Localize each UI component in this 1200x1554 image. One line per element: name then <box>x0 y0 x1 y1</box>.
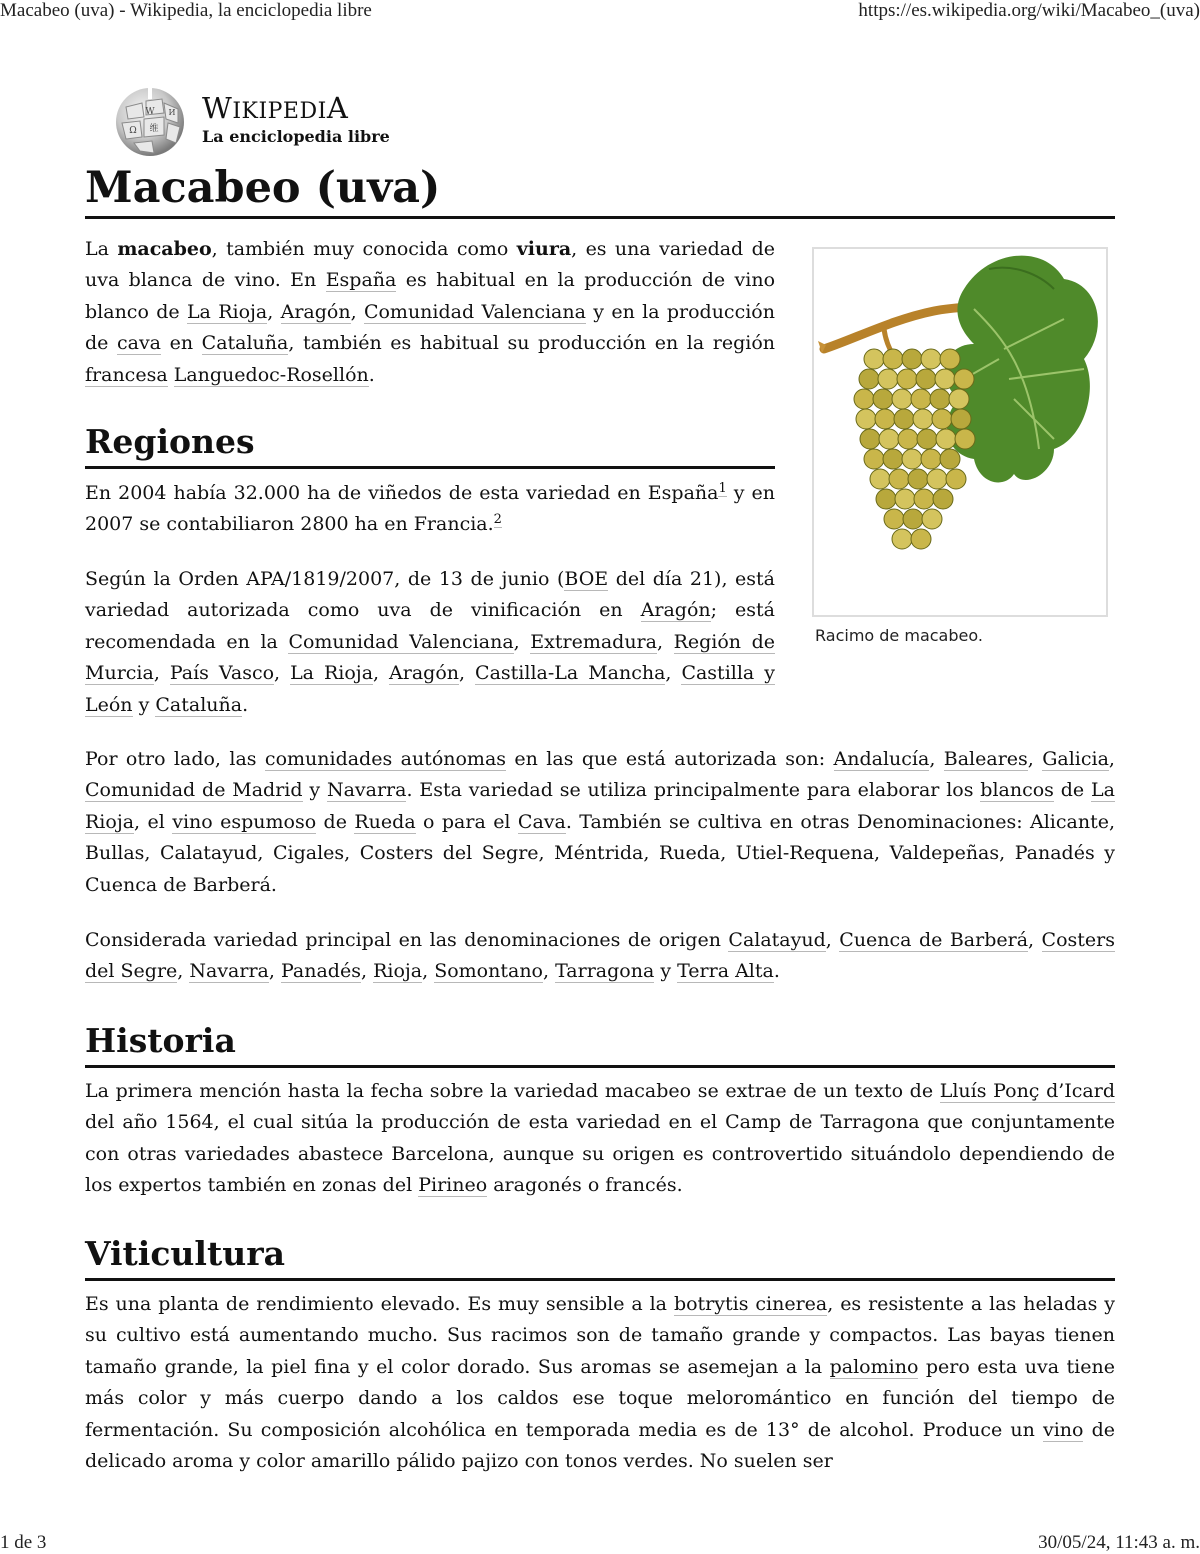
grape-berry <box>940 349 960 369</box>
grape-berry <box>933 489 953 509</box>
wikipedia-wordmark <box>202 91 348 125</box>
link-vino-espumoso[interactable]: vino espumoso <box>172 810 317 833</box>
grape-berry <box>955 429 975 449</box>
link-castilla-y-leon[interactable]: Castilla y León <box>85 662 775 716</box>
grape-berry <box>854 389 874 409</box>
link-comunidades-autonomas[interactable]: comunidades autónomas <box>264 748 507 770</box>
grape-berry <box>921 349 941 369</box>
regiones-paragraph-1: En 2004 había 32.000 ha de viñedos de esta variedad en España$^1$ y en 2007 se contabiliaron 2800 ha en Francia.$^2$ <box>85 480 776 536</box>
intro-paragraph: La macabeo, también muy conocida como viura, es una variedad de uva blanca de vino. En España es habitual en la producción de vino blanco de La Rioja, Aragón, Comunidad Valenciana y en la producción de cava en Cataluña, también es habitual su producción en la región francesa Languedoc-Rosellón. <box>85 238 776 386</box>
grape-berry <box>856 409 876 429</box>
link-extremadura[interactable]: Extremadura <box>530 630 657 653</box>
section-heading-regiones: Regiones <box>85 422 775 469</box>
grape-berry <box>903 509 923 529</box>
grape-berry <box>860 429 880 449</box>
regiones-paragraph-2: Según la Orden APA/1819/2007, de 13 de junio (BOE del día 21), está variedad autorizada como uva de vinificación en Aragón; está recomendada en la Comunidad Valenciana, Extremadura, Región de Murcia, País Vasco, La Rioja, Aragón, Castilla-La Mancha, Castilla y León y Cataluña. <box>85 568 776 716</box>
grape-berry <box>864 449 884 469</box>
wordmark-final: A <box>326 91 349 125</box>
figure-caption: Racimo de macabeo. <box>815 626 983 645</box>
grape-berry <box>911 389 931 409</box>
link-rioja[interactable]: Rioja <box>373 960 423 983</box>
svg-text:维: 维 <box>149 124 159 134</box>
link-palomino[interactable]: palomino <box>829 1355 919 1378</box>
svg-text:И: И <box>168 108 176 117</box>
grape-berry <box>917 429 937 449</box>
grape-image[interactable] <box>812 247 1108 617</box>
link-la-rioja[interactable]: La Rioja <box>290 662 374 685</box>
grape-berry <box>951 409 971 429</box>
grape-cluster-illustration <box>814 249 1106 615</box>
link-la-rioja[interactable]: La Rioja <box>186 300 268 323</box>
viticultura-paragraph: Es una planta de rendimiento elevado. Es muy sensible a la botrytis cinerea, es resistente a las heladas y su cultivo está aumentando mucho. Sus racimos son de tamaño grande y compactos. Las bayas tienen tamaño grande, la piel fina y el color dorado. Sus aromas se asemejan a la palomino pero esta uva tiene más color y más cuerpo dando a los caldos ese toque meloromántico en función del tiempo de fermentación. Su composición alcohólica en temporada media es de 13° de alcohol. Produce un vino de delicado aroma y color amarillo pálido pajizo con tonos verdes. No suelen ser <box>85 1293 1116 1473</box>
grape-berry <box>884 509 904 529</box>
link-blancos[interactable]: blancos <box>980 779 1054 802</box>
svg-text:Ω: Ω <box>129 126 137 136</box>
grape-berry <box>908 469 928 489</box>
link-pirineo[interactable]: Pirineo <box>418 1174 488 1197</box>
link-galicia[interactable]: Galicia <box>1042 748 1109 770</box>
grape-berry <box>870 469 890 489</box>
page-indicator: 1 de 3 <box>0 1532 47 1553</box>
section-heading-historia: Historia <box>85 1021 1115 1068</box>
wordmark-middle: IKIPEDI <box>232 99 327 124</box>
link-francesa[interactable]: francesa <box>85 363 168 386</box>
grape-berry <box>864 349 884 369</box>
grape-berry <box>898 429 918 449</box>
link-cava[interactable]: Cava <box>517 810 566 833</box>
grape-berry <box>883 449 903 469</box>
link-terra-alta[interactable]: Terra Alta <box>677 960 774 983</box>
print-header-title: Macabeo (uva) - Wikipedia, la enciclopedia libre <box>0 0 372 21</box>
reference-2[interactable]: 2 <box>493 512 502 528</box>
link-cava[interactable]: cava <box>116 332 162 355</box>
wordmark-initial: W <box>202 91 233 125</box>
link-somontano[interactable]: Somontano <box>434 960 543 983</box>
svg-text:W: W <box>145 107 155 117</box>
grape-berry <box>932 409 952 429</box>
link-navarra[interactable]: Navarra <box>326 779 407 802</box>
grape-berry <box>894 409 914 429</box>
grape-berry <box>940 449 960 469</box>
regiones-paragraph-4: Considerada variedad principal en las denominaciones de origen Calatayud, Cuenca de Barberá, Costers del Segre, Navarra, Panadés, Rioja, Somontano, Tarragona y Terra Alta. <box>85 929 1115 983</box>
grape-berry <box>879 429 899 449</box>
wikipedia-tagline: La enciclopedia libre <box>202 127 390 146</box>
link-calatayud[interactable]: Calatayud <box>728 929 826 951</box>
link-panades[interactable]: Panadés <box>280 960 361 983</box>
link-cataluna[interactable]: Cataluña <box>201 332 289 355</box>
link-castilla-la-mancha[interactable]: Castilla-La Mancha <box>475 662 666 685</box>
link-vino[interactable]: vino <box>1042 1418 1084 1441</box>
grape-berry <box>875 409 895 429</box>
grape-berry <box>913 409 933 429</box>
link-lluis-ponc-dicard[interactable]: Lluís Ponç d’Icard <box>939 1080 1115 1102</box>
grape-berry <box>911 529 931 549</box>
grape-berry <box>914 489 934 509</box>
link-tarragona[interactable]: Tarragona <box>555 960 655 983</box>
link-botrytis-cinerea[interactable]: botrytis cinerea <box>673 1293 828 1315</box>
link-cuenca-de-barbera[interactable]: Cuenca de Barberá <box>839 929 1029 951</box>
grape-berry <box>902 449 922 469</box>
grape-berry <box>927 469 947 489</box>
link-costers-del-segre[interactable]: Costers del Segre <box>85 929 1115 983</box>
link-comunidad-de-madrid[interactable]: Comunidad de Madrid <box>85 779 303 802</box>
grape-berry <box>876 489 896 509</box>
grape-berry <box>935 369 955 389</box>
link-aragon[interactable]: Aragón <box>389 662 460 685</box>
grape-berry <box>949 389 969 409</box>
grape-berry <box>895 489 915 509</box>
link-region-de-murcia[interactable]: Región de Murcia <box>85 630 775 685</box>
link-rueda[interactable]: Rueda <box>354 810 416 833</box>
link-espana[interactable]: España <box>325 269 397 292</box>
link-pais-vasco[interactable]: País Vasco <box>169 662 275 685</box>
wikipedia-logo[interactable] <box>112 85 402 155</box>
grape-berry <box>936 429 956 449</box>
regiones-paragraph-3: Por otro lado, las comunidades autónomas en las que está autorizada son: Andalucía, Baleares, Galicia, Comunidad de Madrid y Navarra. Esta variedad se utiliza principalmente para elaborar los blancos de La Rioja, el vino espumoso de Rueda o para el Cava. También se cultiva en otras Denominaciones: Alicante, Bullas, Calatayud, Cigales, Costers del Segre, Méntrida, Rueda, Utiel-Requena, Valdepeñas, Panadés y Cuenca de Barberá. <box>85 748 1115 896</box>
grape-berry <box>878 369 898 389</box>
grape-berry <box>921 449 941 469</box>
grape-berry <box>902 349 922 369</box>
grape-berry <box>922 509 942 529</box>
grape-berry <box>897 369 917 389</box>
grape-berry <box>892 389 912 409</box>
section-heading-viticultura: Viticultura <box>85 1234 1115 1281</box>
print-timestamp: 30/05/24, 11:43 a. m. <box>1038 1532 1200 1553</box>
grape-berry <box>873 389 893 409</box>
link-navarra[interactable]: Navarra <box>189 960 269 983</box>
historia-paragraph: La primera mención hasta la fecha sobre la variedad macabeo se extrae de un texto de Lluís Ponç d’Icard del año 1564, el cual sitúa la producción de esta variedad en el Camp de Tarragona que conjuntamente con otras variedades abastece Barcelona, aunque su origen es controvertido situándolo dependiendo de los expertos también en zonas del Pirineo aragonés o francés. <box>85 1080 1115 1197</box>
link-comunidad-valenciana[interactable]: Comunidad Valenciana <box>363 300 586 323</box>
grape-berry <box>916 369 936 389</box>
reference-1[interactable]: 1 <box>718 480 727 496</box>
link-baleares[interactable]: Baleares <box>943 748 1028 770</box>
grape-berry <box>930 389 950 409</box>
grape-berry <box>883 349 903 369</box>
grape-berry <box>954 369 974 389</box>
grape-berry <box>859 369 879 389</box>
grape-berry <box>889 469 909 489</box>
link-la-rioja[interactable]: La Rioja <box>85 779 1115 833</box>
link-boe[interactable]: BOE <box>564 568 609 590</box>
link-languedoc-rosellon[interactable]: Languedoc-Rosellón <box>173 363 369 386</box>
page-title: Macabeo (uva) <box>85 160 1115 219</box>
link-aragon[interactable]: Aragón <box>280 300 351 323</box>
link-aragon[interactable]: Aragón <box>640 599 711 622</box>
wikipedia-globe-icon <box>112 85 188 157</box>
link-cataluna[interactable]: Cataluña <box>155 693 243 716</box>
grape-berry <box>892 529 912 549</box>
print-header-url: https://es.wikipedia.org/wiki/Macabeo_(uva) <box>858 0 1200 21</box>
grape-berry <box>946 469 966 489</box>
link-comunidad-valenciana[interactable]: Comunidad Valenciana <box>288 630 514 653</box>
link-andalucia[interactable]: Andalucía <box>833 748 930 770</box>
